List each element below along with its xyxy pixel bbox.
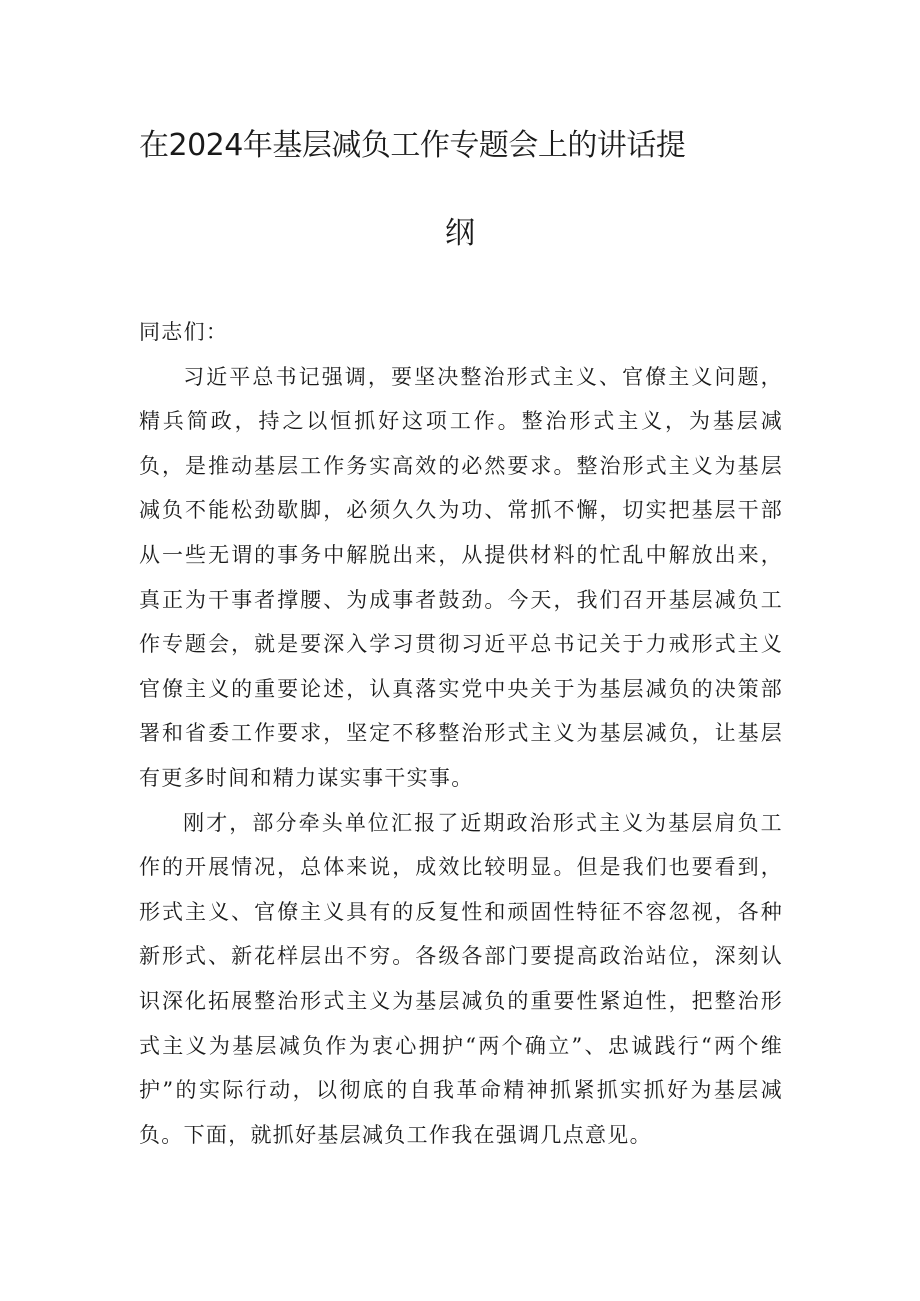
- document-body: [139, 310, 783, 1157]
- document-title: 在2024年基层减负工作专题会上的讲话提: [139, 128, 686, 163]
- paragraph-2: 刚才，部分牵头单位汇报了近期政治形式主义为基层肩负工作的开展情况，总体来说，成效比较明显。但是我们也要看到，形式主义、官僚主义具有的反复性和顽固性特征不容忽视，各种新形式、新花样层出不穷。各级各部门要提高政治站位，深刻认识深化拓展整治形式主义为基层减负的重要性紧迫性，把整治形式主义为基层减负作为衷心拥护“两个确立”、忠诚践行“两个维护”的实际行动，以彻底的自我革命精神抓紧抓实抓好为基层减负。下面，就抓好基层减负工作我在强调几点意见。: [139, 810, 783, 1147]
- document-title-continuation: 纲: [445, 216, 475, 251]
- paragraph-1: 习近平总书记强调，要坚决整治形式主义、官僚主义问题，精兵简政，持之以恒抓好这项工作。整治形式主义，为基层减负，是推动基层工作务实高效的必然要求。整治形式主义为基层减负不能松劲歇脚，必须久久为功、常抓不懈，切实把基层干部从一些无谓的事务中解脱出来，从提供材料的忙乱中解放出来，真正为干事者撑腰、为成事者鼓劲。今天，我们召开基层减负工作专题会，就是要深入学习贯彻习近平总书记关于力戒形式主义官僚主义的重要论述，认真落实党中央关于为基层减负的决策部署和省委工作要求，坚定不移整治形式主义为基层减负，让基层有更多时间和精力谋实事干实事。: [139, 364, 783, 790]
- salutation: 同志们：: [139, 320, 229, 344]
